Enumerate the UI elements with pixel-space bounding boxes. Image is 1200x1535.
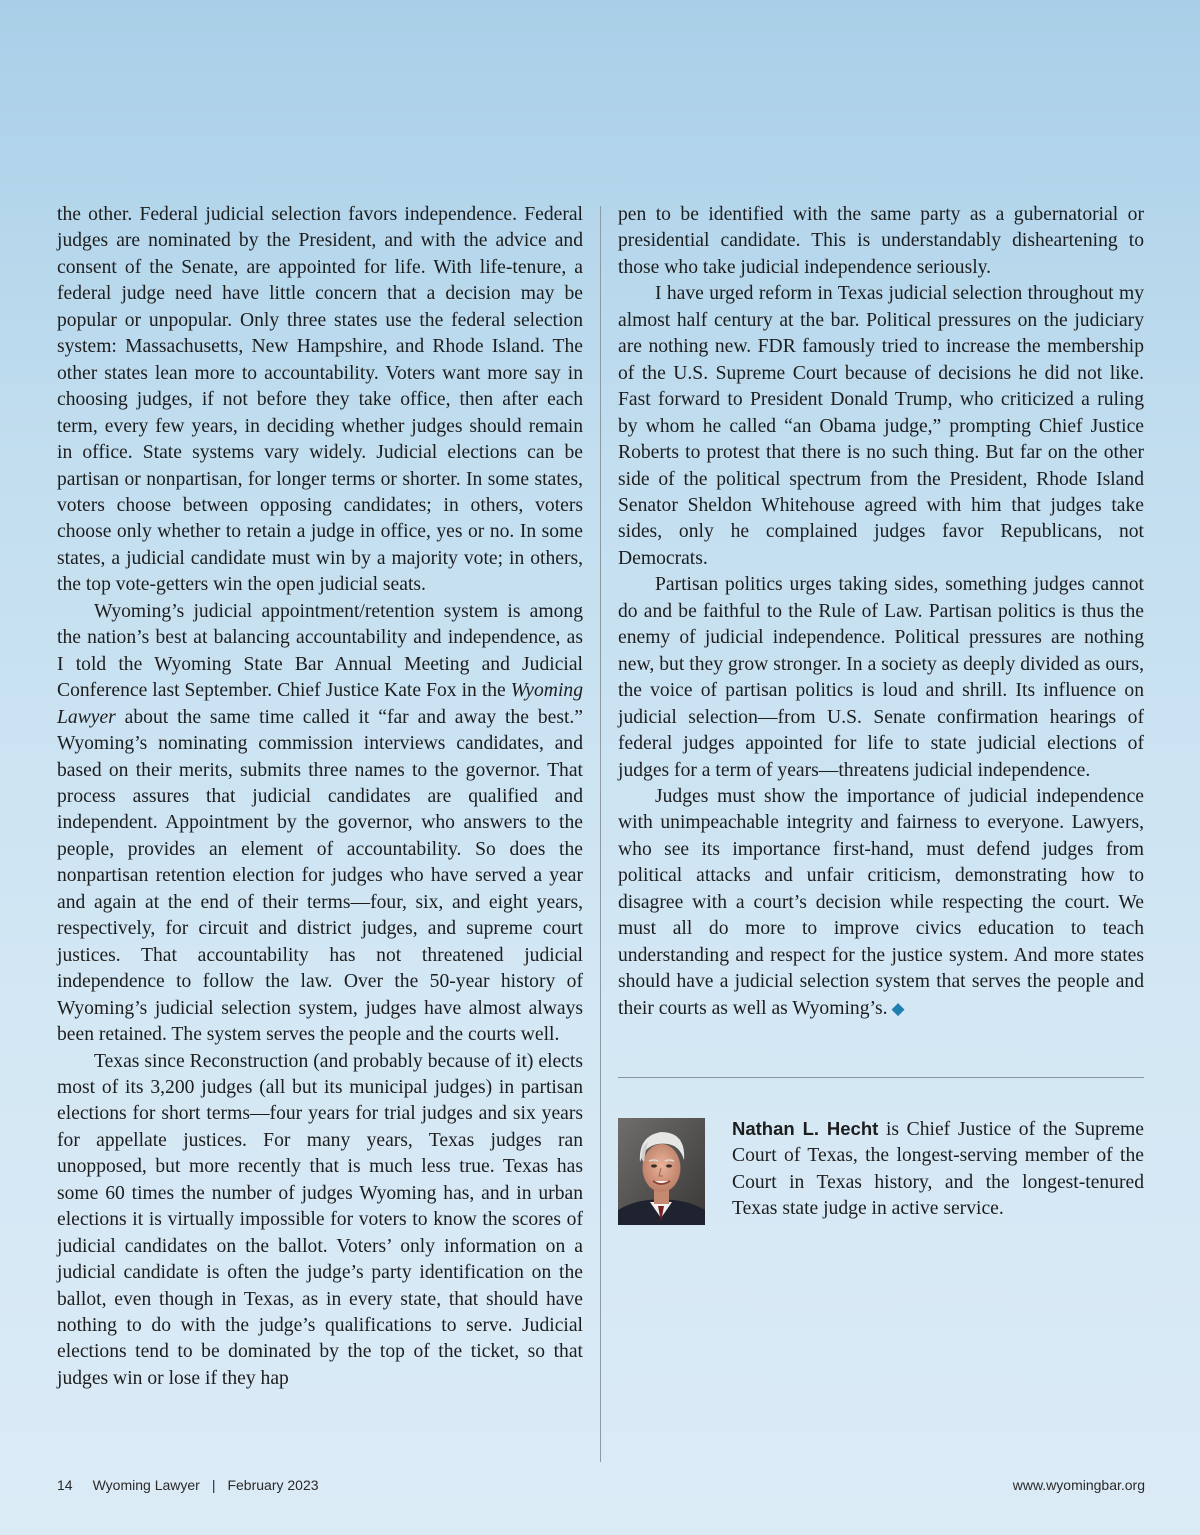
article-text: about the same time called it “far and away the best.” Wyoming’s nominating commission interviews candidates, and based on their merits, submits three names to the governor. That process assures that judicial candidates are qualified and independent. Appointment by the governor, who answers to the people, provides an element of accountability. So does the nonpartisan retention election for judges who have served a year and again at the end of their terms—four, six, and eight years, respectively, for circuit and district judges, and supreme court justices. That accountability has not threatened judicial independence to follow the law. Over the 50-year history of Wyoming’s judicial selection system, judges have almost always been retained. The system serves the people and the courts well. xyxy=(57,706,583,1046)
article-paragraph-wyoming xyxy=(57,599,583,1049)
article-paragraph: the other. Federal judicial selection favors independence. Federal judges are nominated by the President, and with the advice and consent of the Senate, are appointed for life. With life-tenure, a federal judge need have little concern that a decision may be popular or unpopular. Only three states use the federal selection system: Massachusetts, New Hampshire, and Rhode Island. The other states lean more to accountability. Voters want more say in choosing judges, if not before they take office, then after each term, every few years, in deciding whether judges should remain in office. State systems vary widely. Judicial elections can be partisan or nonpartisan, for longer terms or shorter. In some states, voters choose between opposing candidates; in others, voters choose only whether to retain a judge in office, yes or no. In some states, a judicial candidate must win by a majority vote; in others, the top vote-getters win the open judicial seats. xyxy=(57,204,583,596)
page-footer xyxy=(57,1477,1145,1497)
publication-title-italic: Wyoming Lawyer xyxy=(57,680,583,728)
article-paragraph-final xyxy=(618,784,1144,1022)
article-column-left xyxy=(57,202,583,1392)
article-paragraph: Texas since Reconstruction (and probably because of it) elects most of its 3,200 judges (all but its municipal judges) in partisan elections for short terms—four years for trial judges and six years for appellate justices. For many years, Texas judges ran unopposed, but more recently that is much less true. Texas has some 60 times the number of judges Wyoming has, and in urban elections it is virtually impossible for voters to know the scores of judicial candidates on the ballot. Voters’ only information on a judicial candidate is often the judge’s party identification on the ballot, even though in Texas, as in every state, that should have nothing to do with the judge’s qualifications to serve. Judicial elections tend to be dominated by the top of the ticket, so that judges win or lose if they hap xyxy=(57,1050,583,1389)
article-paragraph: Partisan politics urges taking sides, something judges cannot do and be faithful to the Rule of Law. Partisan politics is thus the enemy of judicial independence. Political pressures are nothing new, but they grow stronger. In a society as deeply divided as ours, the voice of partisan politics is loud and shrill. Its influence on judicial selection—from U.S. Senate confirmation hearings of federal judges appointed for life to state judicial elections of judges for a term of years—threatens judicial independence. xyxy=(618,574,1144,781)
article-paragraph: I have urged reform in Texas judicial selection throughout my almost half century at the bar. Political pressures on the judiciary are nothing new. FDR famously tried to increase the membership of the U.S. Supreme Court because of decisions he did not like. Fast forward to President Donald Trump, who criticized a ruling by whom he called “an Obama judge,” prompting Chief Justice Roberts to protest that there is no such thing. But far on the other side of the political spectrum from the President, Rhode Island Senator Sheldon Whitehouse agreed with him that judges take sides, only he complained judges favor Republicans, not Democrats. xyxy=(618,283,1144,569)
bio-divider xyxy=(618,1077,1144,1078)
author-bio-text: is Chief Justice of the Supreme Court of Texas, the longest-serving member of the Court in Texas history, and the longest-tenured Texas state judge in active service. xyxy=(732,1119,1144,1220)
author-name: Nathan L. Hecht xyxy=(732,1118,879,1139)
page-number: 14 xyxy=(57,1477,73,1493)
article-text: Judges must show the importance of judicial independence with unimpeachable integrity and fairness to everyone. Lawyers, who see its importance first-hand, must defend judges from political attacks and unfair criticism, demonstrating how to disagree with a court’s decision while respecting the court. We must all do more to improve civics education to teach understanding and respect for the justice system. And more states should have a judicial selection system that serves the people and their courts as well as Wyoming’s. xyxy=(618,785,1144,1019)
author-bio xyxy=(732,1116,1144,1223)
end-mark-icon: ◆ xyxy=(891,998,905,1018)
column-divider xyxy=(600,206,601,1462)
publication-name: Wyoming Lawyer xyxy=(92,1477,200,1493)
author-photo xyxy=(618,1118,705,1225)
article-paragraph: pen to be identified with the same party as a gubernatorial or presidential candidate. This is understandably disheartening to those who take judicial independence seriously. xyxy=(618,204,1144,278)
article-column-right xyxy=(618,202,1144,1022)
website-link[interactable]: www.wyomingbar.org xyxy=(1012,1477,1145,1493)
issue-date: February 2023 xyxy=(227,1477,319,1493)
footer-left xyxy=(57,1477,319,1493)
footer-separator: | xyxy=(211,1477,216,1493)
article-text: Wyoming’s judicial appointment/retention system is among the nation’s best at balancing accountability and independence, as I told the Wyoming State Bar Annual Meeting and Judicial Conference last September. Chief Justice Kate Fox in the xyxy=(57,600,583,702)
